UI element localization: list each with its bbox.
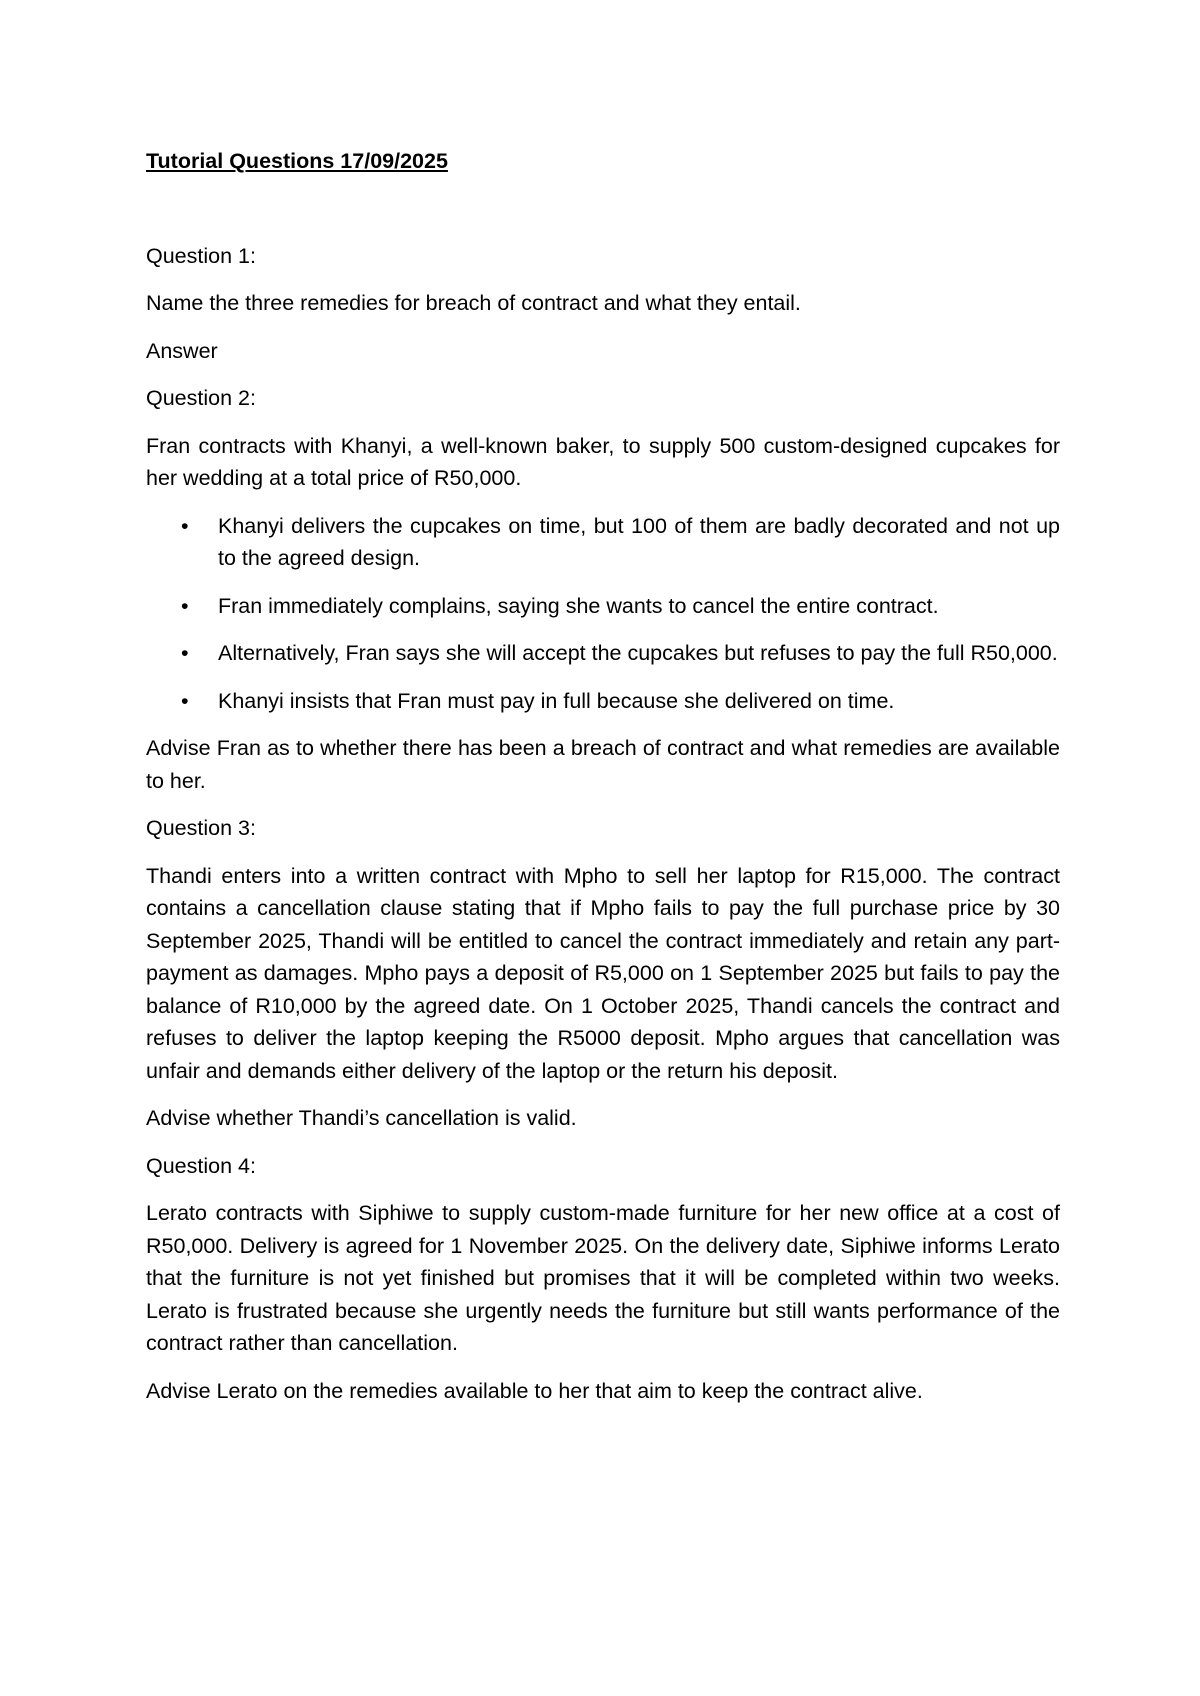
question-1-answer-label: Answer: [146, 338, 218, 363]
list-item: [146, 590, 1060, 623]
question-2-text: Fran contracts with Khanyi, a well-known baker, to supply 500 custom-designed cupcakes for her wedding at a total price of R50,000.: [146, 433, 1060, 490]
question-1-text: Name the three remedies for breach of contract and what they entail.: [146, 291, 801, 315]
bullet-icon: •: [181, 513, 189, 538]
list-item: [146, 685, 1060, 718]
list-item-text: Khanyi delivers the cupcakes on time, but 100 of them are badly decorated and not up to the agreed design.: [218, 513, 1060, 570]
bullet-icon: •: [181, 688, 189, 713]
bullet-icon: •: [181, 641, 189, 665]
question-2-prompt: Advise Fran as to whether there has been a breach of contract and what remedies are available to her.: [146, 736, 1060, 793]
list-item-text: Khanyi insists that Fran must pay in full because she delivered on time.: [218, 688, 895, 713]
list-item-text: Fran immediately complains, saying she wants to cancel the entire contract.: [218, 593, 939, 618]
document-page: [146, 145, 1060, 1422]
bullet-icon: •: [181, 593, 189, 618]
list-item-text: Alternatively, Fran says she will accept the cupcakes but refuses to pay the full R50,000.: [218, 641, 1058, 665]
question-4-heading: Question 4:: [146, 1153, 256, 1178]
list-item: [146, 637, 1060, 670]
question-4-text: Lerato contracts with Siphiwe to supply custom-made furniture for her new office at a cost of R50,000. Delivery is agreed for 1 November 2025. On the delivery date, Siphiwe informs Lerato that the furniture is not yet finished but promises that it will be completed within two weeks. Lerato is frustrated because she urgently needs the furniture but still wants performance of the contract rather than cancellation.: [146, 1201, 1060, 1355]
question-3-text: Thandi enters into a written contract with Mpho to sell her laptop for R15,000. The contract contains a cancellation clause stating that if Mpho fails to pay the full purchase price by 30 September 2025, Thandi will be entitled to cancel the contract immediately and retain any part-payment as damages. Mpho pays a deposit of R5,000 on 1 September 2025 but fails to pay the balance of R10,000 by the agreed date. On 1 October 2025, Thandi cancels the contract and refuses to deliver the laptop keeping the R5000 deposit. Mpho argues that cancellation was unfair and demands either delivery of the laptop or the return his deposit.: [146, 863, 1060, 1083]
list-item: [146, 510, 1060, 575]
document-title: Tutorial Questions 17/09/2025: [146, 149, 448, 173]
question-2-bullet-list: [146, 510, 1060, 718]
question-2-heading: Question 2:: [146, 386, 256, 410]
question-3-prompt: Advise whether Thandi’s cancellation is valid.: [146, 1106, 577, 1130]
question-3-heading: Question 3:: [146, 816, 256, 840]
question-1-heading: Question 1:: [146, 243, 256, 268]
question-4-prompt: Advise Lerato on the remedies available to her that aim to keep the contract alive.: [146, 1378, 923, 1403]
